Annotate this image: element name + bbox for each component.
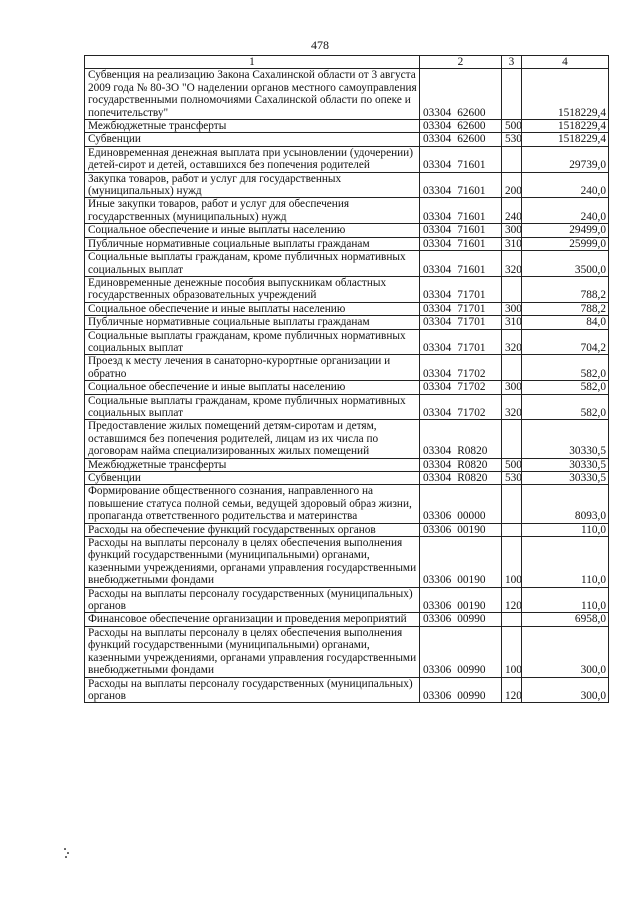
code-direction: 71601 xyxy=(457,263,486,276)
code-direction: 71601 xyxy=(457,210,486,223)
row-code xyxy=(420,237,502,250)
row-expense-type: 530 xyxy=(502,133,522,146)
row-code xyxy=(420,224,502,237)
table-row xyxy=(85,316,609,329)
row-code xyxy=(420,394,502,420)
code-program: 03304 xyxy=(423,341,452,354)
table-row xyxy=(85,485,609,523)
row-amount: 240,0 xyxy=(522,172,609,198)
code-direction: R0820 xyxy=(457,472,488,484)
table-row xyxy=(85,224,609,237)
row-code xyxy=(420,276,502,302)
code-program: 03304 xyxy=(423,185,452,198)
row-amount: 110,0 xyxy=(522,523,609,536)
row-name: Расходы на выплаты персоналу в целях обеспечения выполнения функций государственными (муниципальными) органами, казенными учреждениями, органами управления государственными внебюджетными фондами xyxy=(85,626,420,677)
row-amount: 300,0 xyxy=(522,626,609,677)
code-direction: 71701 xyxy=(457,341,486,354)
table-row xyxy=(85,276,609,302)
code-program: 03306 xyxy=(423,689,452,702)
row-code xyxy=(420,316,502,329)
code-direction: 62600 xyxy=(457,120,486,133)
row-code xyxy=(420,677,502,703)
row-name: Социальные выплаты гражданам, кроме публичных нормативных социальных выплат xyxy=(85,251,420,277)
row-expense-type xyxy=(502,613,522,626)
row-code xyxy=(420,198,502,224)
code-program: 03304 xyxy=(423,210,452,223)
row-amount: 84,0 xyxy=(522,316,609,329)
budget-table xyxy=(84,55,609,703)
row-expense-type xyxy=(502,420,522,458)
row-code xyxy=(420,626,502,677)
table-row xyxy=(85,677,609,703)
row-expense-type: 320 xyxy=(502,251,522,277)
row-amount: 704,2 xyxy=(522,329,609,355)
row-amount: 29499,0 xyxy=(522,224,609,237)
row-amount: 1518229,4 xyxy=(522,69,609,120)
row-amount: 300,0 xyxy=(522,677,609,703)
row-name: Субвенции xyxy=(85,472,420,485)
table-row xyxy=(85,133,609,146)
table-row xyxy=(85,172,609,198)
row-name: Социальное обеспечение и иные выплаты населению xyxy=(85,224,420,237)
row-amount: 1518229,4 xyxy=(522,120,609,133)
table-row xyxy=(85,251,609,277)
code-program: 03306 xyxy=(423,574,452,587)
row-expense-type: 320 xyxy=(502,329,522,355)
code-program: 03304 xyxy=(423,381,452,394)
header-col-4: 4 xyxy=(522,56,609,69)
code-direction: 00000 xyxy=(457,510,486,523)
code-direction: 71701 xyxy=(457,316,486,329)
table-row xyxy=(85,420,609,458)
row-expense-type: 240 xyxy=(502,198,522,224)
row-name: Социальное обеспечение и иные выплаты населению xyxy=(85,381,420,394)
code-program: 03306 xyxy=(423,523,452,536)
code-program: 03304 xyxy=(423,367,452,380)
row-code xyxy=(420,355,502,381)
row-code xyxy=(420,302,502,315)
code-program: 03304 xyxy=(423,289,452,302)
code-direction: 00990 xyxy=(457,664,486,677)
row-expense-type xyxy=(502,355,522,381)
row-amount: 25999,0 xyxy=(522,237,609,250)
row-amount: 110,0 xyxy=(522,587,609,613)
row-name: Расходы на выплаты персоналу государственных (муниципальных) органов xyxy=(85,587,420,613)
row-name: Иные закупки товаров, работ и услуг для обеспечения государственных (муниципальных) нужд xyxy=(85,198,420,224)
row-name: Субвенция на реализацию Закона Сахалинской области от 3 августа 2009 года № 80-ЗО "О наделении органов местного самоуправления государственными полномочиями Сахалинской области по опеке и попечительству" xyxy=(85,69,420,120)
row-code xyxy=(420,146,502,172)
row-name: Субвенции xyxy=(85,133,420,146)
row-amount: 582,0 xyxy=(522,394,609,420)
row-expense-type: 300 xyxy=(502,302,522,315)
code-program: 03304 xyxy=(423,406,452,419)
code-direction: 71701 xyxy=(457,289,486,302)
row-code xyxy=(420,329,502,355)
row-name: Единовременные денежные пособия выпускникам областных государственных образовательных учреждений xyxy=(85,276,420,302)
code-direction: 71702 xyxy=(457,381,486,394)
row-expense-type: 300 xyxy=(502,224,522,237)
code-program: 03306 xyxy=(423,613,452,626)
code-program: 03304 xyxy=(423,302,452,315)
row-name: Закупка товаров, работ и услуг для государственных (муниципальных) нужд xyxy=(85,172,420,198)
row-expense-type xyxy=(502,485,522,523)
row-name: Финансовое обеспечение организации и проведения мероприятий xyxy=(85,613,420,626)
row-name: Межбюджетные трансферты xyxy=(85,120,420,133)
row-amount: 582,0 xyxy=(522,381,609,394)
code-direction: 00990 xyxy=(457,689,486,702)
row-code xyxy=(420,420,502,458)
code-program: 03306 xyxy=(423,510,452,523)
table-row xyxy=(85,120,609,133)
row-expense-type: 200 xyxy=(502,172,522,198)
row-amount: 1518229,4 xyxy=(522,133,609,146)
row-name: Единовременная денежная выплата при усыновлении (удочерении) детей-сирот и детей, оставшихся без попечения родителей xyxy=(85,146,420,172)
code-program: 03306 xyxy=(423,600,452,613)
row-expense-type xyxy=(502,69,522,120)
row-amount: 3500,0 xyxy=(522,251,609,277)
row-amount: 582,0 xyxy=(522,355,609,381)
code-direction: 00190 xyxy=(457,523,486,536)
row-expense-type xyxy=(502,146,522,172)
row-expense-type: 310 xyxy=(502,237,522,250)
code-program: 03304 xyxy=(423,224,452,237)
scan-artifact xyxy=(64,848,70,858)
row-expense-type: 530 xyxy=(502,472,522,485)
row-expense-type xyxy=(502,523,522,536)
table-row xyxy=(85,381,609,394)
row-amount: 110,0 xyxy=(522,537,609,588)
row-amount: 788,2 xyxy=(522,276,609,302)
row-name: Публичные нормативные социальные выплаты гражданам xyxy=(85,316,420,329)
row-amount: 240,0 xyxy=(522,198,609,224)
row-code xyxy=(420,587,502,613)
table-row xyxy=(85,198,609,224)
row-expense-type: 500 xyxy=(502,458,522,471)
code-program: 03304 xyxy=(423,472,452,484)
row-expense-type: 310 xyxy=(502,316,522,329)
row-code xyxy=(420,458,502,471)
header-col-2: 2 xyxy=(420,56,502,69)
row-name: Проезд к месту лечения в санаторно-курортные организации и обратно xyxy=(85,355,420,381)
row-code xyxy=(420,172,502,198)
code-program: 03304 xyxy=(423,445,452,458)
table-row xyxy=(85,146,609,172)
code-direction: 71701 xyxy=(457,302,486,315)
header-col-3: 3 xyxy=(502,56,522,69)
row-amount: 30330,5 xyxy=(522,472,609,485)
row-amount: 29739,0 xyxy=(522,146,609,172)
row-name: Социальные выплаты гражданам, кроме публичных нормативных социальных выплат xyxy=(85,394,420,420)
row-name: Расходы на выплаты персоналу государственных (муниципальных) органов xyxy=(85,677,420,703)
code-direction: 71601 xyxy=(457,159,486,172)
code-program: 03306 xyxy=(423,664,452,677)
row-expense-type: 120 xyxy=(502,587,522,613)
row-expense-type: 120 xyxy=(502,677,522,703)
row-code xyxy=(420,69,502,120)
row-expense-type: 100 xyxy=(502,626,522,677)
row-expense-type: 500 xyxy=(502,120,522,133)
row-name: Предоставление жилых помещений детям-сиротам и детям, оставшимся без попечения родителей, лицам из их числа по договорам найма специализированных жилых помещений xyxy=(85,420,420,458)
row-amount: 30330,5 xyxy=(522,420,609,458)
table-row xyxy=(85,523,609,536)
row-name: Формирование общественного сознания, направленного на повышение статуса полной семьи, ведущей здоровый образ жизни, пропаганда ответственного родительства и материнства xyxy=(85,485,420,523)
code-program: 03304 xyxy=(423,120,452,133)
code-direction: 71702 xyxy=(457,406,486,419)
row-amount: 30330,5 xyxy=(522,458,609,471)
code-direction: 00190 xyxy=(457,600,486,613)
code-program: 03304 xyxy=(423,237,452,250)
table-row xyxy=(85,472,609,485)
row-name: Публичные нормативные социальные выплаты гражданам xyxy=(85,237,420,250)
row-amount: 6958,0 xyxy=(522,613,609,626)
code-direction: R0820 xyxy=(457,445,488,458)
table-row xyxy=(85,329,609,355)
header-col-1: 1 xyxy=(85,56,420,69)
row-name: Социальные выплаты гражданам, кроме публичных нормативных социальных выплат xyxy=(85,329,420,355)
row-code xyxy=(420,537,502,588)
row-name: Расходы на выплаты персоналу в целях обеспечения выполнения функций государственными (муниципальными) органами, казенными учреждениями, органами управления государственными внебюджетными фондами xyxy=(85,537,420,588)
row-code xyxy=(420,251,502,277)
table-row xyxy=(85,355,609,381)
table-row xyxy=(85,69,609,120)
row-expense-type: 300 xyxy=(502,381,522,394)
row-code xyxy=(420,120,502,133)
table-row xyxy=(85,237,609,250)
code-program: 03304 xyxy=(423,458,452,471)
code-program: 03304 xyxy=(423,316,452,329)
code-direction: 62600 xyxy=(457,133,486,146)
table-row xyxy=(85,302,609,315)
page-number: 478 xyxy=(311,38,329,52)
table-row xyxy=(85,626,609,677)
row-code xyxy=(420,523,502,536)
code-direction: R0820 xyxy=(457,458,488,471)
row-expense-type: 320 xyxy=(502,394,522,420)
code-direction: 71601 xyxy=(457,185,486,198)
code-program: 03304 xyxy=(423,159,452,172)
code-direction: 00190 xyxy=(457,574,486,587)
row-expense-type: 100 xyxy=(502,537,522,588)
code-direction: 00990 xyxy=(457,613,486,626)
code-direction: 62600 xyxy=(457,106,486,119)
row-code xyxy=(420,381,502,394)
code-direction: 71601 xyxy=(457,237,486,250)
row-code xyxy=(420,472,502,485)
row-amount: 8093,0 xyxy=(522,485,609,523)
table-row xyxy=(85,613,609,626)
row-name: Социальное обеспечение и иные выплаты населению xyxy=(85,302,420,315)
row-name: Расходы на обеспечение функций государственных органов xyxy=(85,523,420,536)
table-row xyxy=(85,394,609,420)
table-header-row xyxy=(85,56,609,69)
table-row xyxy=(85,587,609,613)
code-program: 03304 xyxy=(423,263,452,276)
row-code xyxy=(420,613,502,626)
code-program: 03304 xyxy=(423,133,452,146)
table-row xyxy=(85,537,609,588)
code-program: 03304 xyxy=(423,106,452,119)
row-name: Межбюджетные трансферты xyxy=(85,458,420,471)
table-row xyxy=(85,458,609,471)
row-expense-type xyxy=(502,276,522,302)
row-amount: 788,2 xyxy=(522,302,609,315)
code-direction: 71702 xyxy=(457,367,486,380)
row-code xyxy=(420,133,502,146)
code-direction: 71601 xyxy=(457,224,486,237)
row-code xyxy=(420,485,502,523)
